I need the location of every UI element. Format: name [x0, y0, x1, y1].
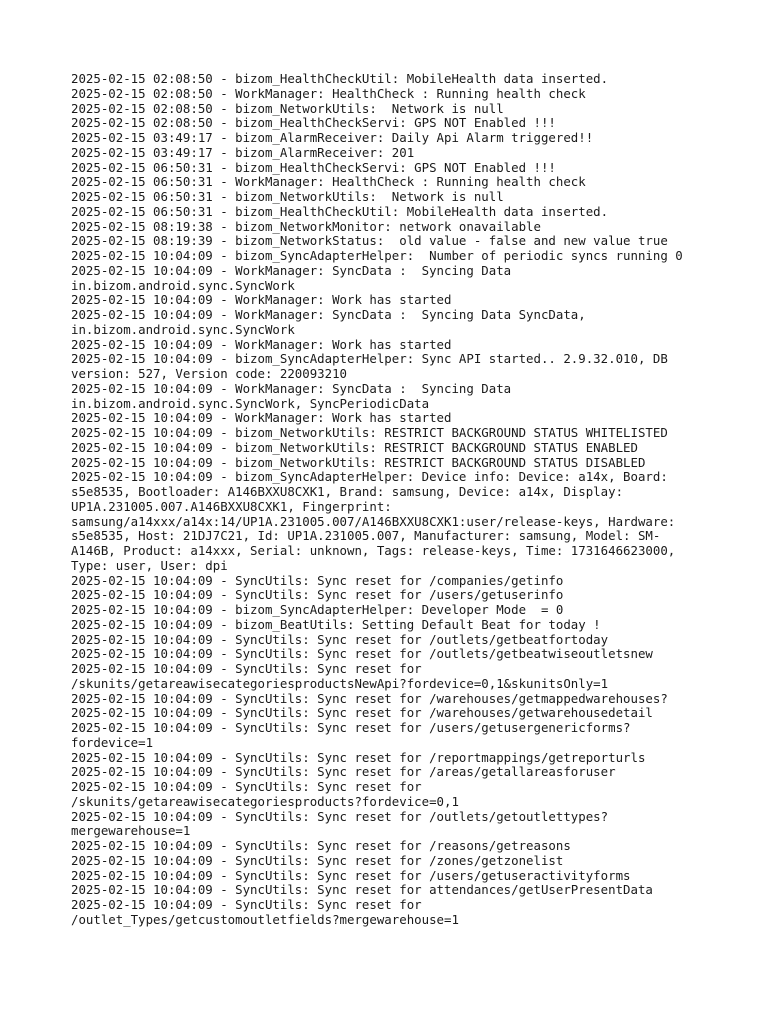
log-line: 2025-02-15 10:04:09 - bizom_NetworkUtils: RESTRICT BACKGROUND STATUS DISABLED	[71, 454, 646, 470]
log-line: 2025-02-15 08:19:39 - bizom_NetworkStatus: old value - false and new value true	[71, 233, 668, 249]
log-line: 2025-02-15 03:49:17 - bizom_AlarmReceiver: 201	[71, 144, 415, 160]
log-line: /skunits/getareawisecategoriesproducts?fordevice=0,1	[71, 793, 459, 809]
log-line: 2025-02-15 10:04:09 - SyncUtils: Sync reset for	[71, 897, 422, 912]
log-line: 2025-02-15 10:04:09 - SyncUtils: Sync reset for /reasons/getreasons	[71, 838, 571, 853]
log-line: 2025-02-15 10:04:09 - SyncUtils: Sync reset for /outlets/getbeatfortoday	[71, 631, 609, 647]
log-line: 2025-02-15 10:04:09 - SyncUtils: Sync reset for /outlets/getoutlettypes?	[71, 808, 609, 824]
log-line: 2025-02-15 10:04:09 - WorkManager: Work has started	[71, 410, 452, 426]
log-line: 2025-02-15 10:04:09 - bizom_SyncAdapterHelper: Number of periodic syncs running 0	[71, 248, 683, 263]
log-line: 2025-02-15 10:04:09 - SyncUtils: Sync reset for /warehouses/getmappedwarehouses?	[71, 690, 668, 706]
log-line: 2025-02-15 10:04:09 - SyncUtils: Sync reset for /users/getuserinfo	[71, 587, 564, 603]
log-line: 2025-02-15 10:04:09 - WorkManager: Work has started	[71, 292, 452, 308]
log-line: 2025-02-15 10:04:09 - SyncUtils: Sync reset for /areas/getallareasforuser	[71, 764, 616, 780]
log-line: 2025-02-15 10:04:09 - SyncUtils: Sync reset for /companies/getinfo	[71, 572, 564, 588]
log-line: s5e8535, Bootloader: A146BXXU8CXK1, Brand: samsung, Device: a14x, Display:	[71, 484, 624, 499]
log-line: 2025-02-15 10:04:09 - bizom_BeatUtils: Setting Default Beat for today !	[71, 616, 601, 632]
log-line: 2025-02-15 10:04:09 - SyncUtils: Sync reset for	[71, 661, 422, 676]
log-line: 2025-02-15 10:04:09 - SyncUtils: Sync reset for /users/getusergenericforms?	[71, 720, 631, 735]
log-line: 2025-02-15 10:04:09 - SyncUtils: Sync reset for /users/getuseractivityforms	[71, 867, 631, 883]
log-line: fordevice=1	[71, 734, 154, 750]
log-line: 2025-02-15 10:04:09 - bizom_SyncAdapterHelper: Device info: Device: a14x, Board:	[71, 469, 668, 485]
log-line: 2025-02-15 10:04:09 - bizom_SyncAdapterHelper: Developer Mode = 0	[71, 602, 564, 617]
log-line: 2025-02-15 10:04:09 - SyncUtils: Sync reset for /reportmappings/getreporturls	[71, 749, 646, 765]
log-line: s5e8535, Host: 21DJ7C21, Id: UP1A.231005.007, Manufacturer: samsung, Model: SM-	[71, 528, 661, 544]
log-line: 2025-02-15 10:04:09 - SyncUtils: Sync reset for attendances/getUserPresentData	[71, 882, 653, 898]
log-text-block	[71, 72, 691, 928]
log-line: 2025-02-15 06:50:31 - WorkManager: HealthCheck : Running health check	[71, 174, 586, 190]
log-line: 2025-02-15 10:04:09 - WorkManager: SyncData : Syncing Data	[71, 262, 512, 278]
log-line: 2025-02-15 03:49:17 - bizom_AlarmReceiver: Daily Api Alarm triggered!!	[71, 130, 594, 145]
log-line: 2025-02-15 06:50:31 - bizom_HealthCheckUtil: MobileHealth data inserted.	[71, 203, 609, 219]
log-line: 2025-02-15 06:50:31 - bizom_NetworkUtils: Network is null	[71, 189, 504, 204]
log-line: samsung/a14xxx/a14x:14/UP1A.231005.007/A146BXXU8CXK1:user/release-keys, Hardware:	[71, 513, 676, 529]
log-line: in.bizom.android.sync.SyncWork, SyncPeriodicData	[71, 395, 430, 411]
log-line: 2025-02-15 02:08:50 - bizom_HealthCheckServi: GPS NOT Enabled !!!	[71, 115, 556, 131]
log-line: UP1A.231005.007.A146BXXU8CXK1, Fingerprint:	[71, 498, 392, 514]
log-line: 2025-02-15 10:04:09 - WorkManager: SyncData : Syncing Data SyncData,	[71, 307, 586, 322]
log-line: 2025-02-15 10:04:09 - bizom_NetworkUtils: RESTRICT BACKGROUND STATUS ENABLED	[71, 439, 638, 455]
log-line: Type: user, User: dpi	[71, 557, 228, 573]
log-line: 2025-02-15 10:04:09 - WorkManager: Work has started	[71, 336, 452, 352]
log-line: 2025-02-15 10:04:09 - WorkManager: SyncData : Syncing Data	[71, 380, 512, 396]
log-line: 2025-02-15 02:08:50 - WorkManager: HealthCheck : Running health check	[71, 85, 586, 101]
log-line: 2025-02-15 02:08:50 - bizom_HealthCheckUtil: MobileHealth data inserted.	[71, 71, 609, 86]
log-line: in.bizom.android.sync.SyncWork	[71, 277, 295, 293]
log-line: 2025-02-15 10:04:09 - bizom_SyncAdapterHelper: Sync API started.. 2.9.32.010, DB	[71, 351, 668, 367]
log-line: /skunits/getareawisecategoriesproductsNewApi?fordevice=0,1&skunitsOnly=1	[71, 675, 609, 691]
log-line: 2025-02-15 10:04:09 - bizom_NetworkUtils: RESTRICT BACKGROUND STATUS WHITELISTED	[71, 425, 668, 440]
log-line: 2025-02-15 10:04:09 - SyncUtils: Sync reset for /warehouses/getwarehousedetail	[71, 705, 653, 721]
log-line: 2025-02-15 10:04:09 - SyncUtils: Sync reset for /outlets/getbeatwiseoutletsnew	[71, 646, 653, 662]
log-line: version: 527, Version code: 220093210	[71, 366, 348, 381]
log-line: 2025-02-15 02:08:50 - bizom_NetworkUtils: Network is null	[71, 100, 504, 116]
log-line: 2025-02-15 10:04:09 - SyncUtils: Sync reset for /zones/getzonelist	[71, 852, 564, 868]
log-line: 2025-02-15 06:50:31 - bizom_HealthCheckServi: GPS NOT Enabled !!!	[71, 159, 556, 175]
log-line: A146B, Product: a14xxx, Serial: unknown, Tags: release-keys, Time: 1731646623000,	[71, 543, 676, 558]
log-line: in.bizom.android.sync.SyncWork	[71, 321, 295, 337]
log-line: mergewarehouse=1	[71, 823, 191, 839]
log-line: /outlet_Types/getcustomoutletfields?mergewarehouse=1	[71, 911, 459, 927]
log-line: 2025-02-15 08:19:38 - bizom_NetworkMonitor: network onavailable	[71, 218, 541, 234]
log-line: 2025-02-15 10:04:09 - SyncUtils: Sync reset for	[71, 779, 422, 794]
